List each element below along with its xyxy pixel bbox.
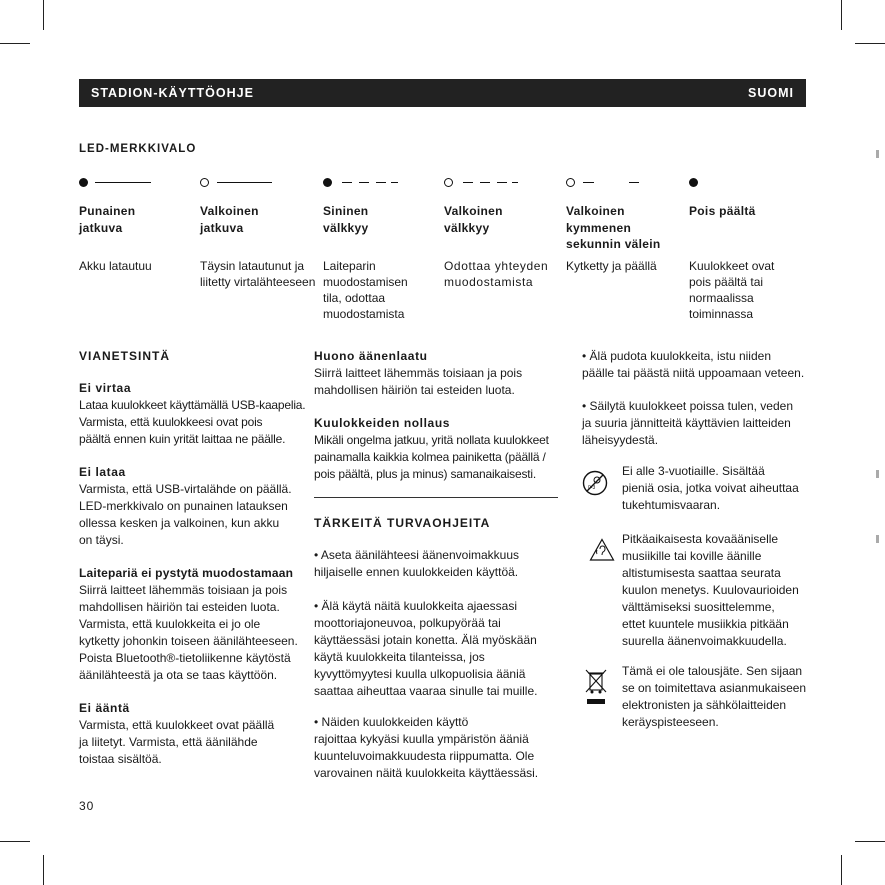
trouble-item [79,380,314,448]
warning-text: Ei alle 3-vuotiaille. Sisältää pieniä osia, jotka voivat aiheuttaa tukehtumisvaaran. [622,464,799,512]
warning-text-block [622,663,822,731]
led-desc: Kuulokkeet ovat pois päältä tai normaalissa toiminnassa [689,259,775,321]
page-number: 30 [79,799,95,813]
crop-mark [43,855,44,885]
safety-bullet [314,598,564,700]
led-title: Sininen välkkyy [323,204,369,235]
safety-bullet [314,547,564,581]
document-title: STADION-KÄYTTÖOHJE [91,86,254,100]
crop-mark [0,43,30,44]
troubleshooting-column [79,348,309,365]
trouble-item [314,348,564,399]
led-item [200,175,320,289]
safety-bullet [582,348,812,382]
led-title: Valkoinen välkkyy [444,204,503,235]
trouble-item [79,565,314,684]
led-item [79,175,199,273]
trouble-text: Varmista, että USB-virtalähde on päällä. LED-merkkivalo on punainen latauksen ollessa kesken ja valkoinen, kun akku on täysi. [79,482,292,547]
led-title: Punainen jatkuva [79,204,136,235]
red-solid-led-icon [79,175,199,191]
trouble-text: Varmista, että kuulokkeet ovat päällä ja liitetyt. Varmista, että äänilähde toistaa sisältöä. [79,718,275,766]
trouble-heading: Ei ääntä [79,701,130,715]
crop-mark [841,0,842,30]
crop-mark [0,841,30,842]
crop-mark [43,0,44,30]
safety-bullet-text: • Säilytä kuulokkeet poissa tulen, veden ja suuria jännitteitä käyttävien laitteiden läheisyydestä. [582,399,793,447]
off-led-icon [689,175,809,191]
edge-mark [876,535,879,543]
warning-text-block [622,531,822,650]
trouble-heading: Huono äänenlaatu [314,349,428,363]
safety-title: TÄRKEITÄ TURVAOHJEITA [314,516,491,530]
safety-bullet [314,714,564,782]
edge-mark [876,150,879,158]
trouble-heading: Ei virtaa [79,381,132,395]
warning-text: Pitkäaikaisesta kovaääniselle musiikille tai koville äänille altistumisesta saattaa seurata kuulon menetys. Kuulovaurioiden välttämiseksi suosittelemme, ettet kuuntele musiikkia pitkään suurella äänenvoimakkuudella. [622,532,799,648]
trouble-text: Siirrä laitteet lähemmäs toisiaan ja pois mahdollisen häiriön tai esteiden luota. Varmista, että kuulokkeita ei jo ole kytketty johonkin toiseen äänilähteeseen. Poista Bluetooth®-tietoliikenne käytöstä äänilähteestä ja ota se taas käyttöön. [79,583,298,682]
troubleshooting-title: VIANETSINTÄ [79,349,171,363]
safety-bullet-text: • Näiden kuulokkeiden käyttö rajoittaa kykyäsi kuulla ympäristön ääniä kuunteluvoimakkuudesta riippumatta. Ole varovainen näitä kuulokkeita käyttäessäsi. [314,715,539,780]
led-item [566,175,686,273]
led-desc: Odottaa yhteyden muodostamista [444,259,549,289]
crop-mark [841,855,842,885]
language-label: SUOMI [748,86,794,100]
led-item [323,175,443,321]
white-blinking-led-icon [444,175,564,191]
led-section-title: LED-MERKKIVALO [79,143,197,155]
blue-blinking-led-icon [323,175,443,191]
trouble-heading: Ei lataa [79,465,126,479]
safety-bullet-text: • Älä käytä näitä kuulokkeita ajaessasi moottoriajoneuvoa, polkupyörää tai käyttäessäsi jotain konetta. Älä myöskään käytä kuulokkeita tilanteissa, jos kyvyttömyytesi kuulla ulkopuolisia ääniä saattaa aiheuttaa vaaraa sinulle tai muille. [314,599,538,698]
led-desc: Laiteparin muodostamisen tila, odottaa muodostamista [323,259,408,321]
safety-bullet-text: • Aseta äänilähteesi äänenvoimakkuus hiljaiselle ennen kuulokkeiden käyttöä. [314,548,520,579]
trouble-item [314,415,564,483]
safety-title-block [314,515,564,532]
trouble-item [79,464,314,549]
header-bar [79,79,806,107]
trouble-text: Siirrä laitteet lähemmäs toisiaan ja pois mahdollisen häiriön tai esteiden luota. [314,366,523,397]
warning-text-block [622,463,822,514]
trouble-heading: Kuulokkeiden nollaus [314,416,451,430]
led-title: Pois päältä [689,204,756,218]
white-periodic-led-icon [566,175,686,191]
edge-mark [876,470,879,478]
svg-text:0-3: 0-3 [588,485,596,491]
crop-mark [855,43,885,44]
led-item [444,175,564,289]
warning-text: Tämä ei ole talousjäte. Sen sijaan se on toimitettava asianmukaiseen elektronisten ja sähkölaitteiden keräyspisteeseen. [622,664,807,729]
led-desc: Akku latautuu [79,259,152,273]
white-solid-led-icon [200,175,320,191]
led-desc: Kytketty ja päällä [566,259,657,273]
no-children-0-3-icon [582,470,608,496]
trouble-text: Mikäli ongelma jatkuu, yritä nollata kuulokkeet painamalla kaikkia kolmea painiketta (päällä / pois päältä, plus ja minus) samanaikaisesti. [314,433,549,481]
trouble-heading: Laitepariä ei pystytä muodostamaan [79,566,294,580]
crop-mark [855,841,885,842]
trouble-text: Lataa kuulokkeet käyttämällä USB-kaapelia. Varmista, että kuulokkeesi ovat pois päältä ennen kuin yrität laittaa ne päälle. [79,398,306,446]
led-item [689,175,809,321]
section-divider [314,497,558,498]
safety-bullet [582,398,812,449]
hearing-warning-icon [589,538,615,564]
led-title: Valkoinen kymmenen sekunnin välein [566,204,661,251]
led-title: Valkoinen jatkuva [200,204,259,235]
trouble-item [79,700,314,768]
safety-bullet-text: • Älä pudota kuulokkeita, istu niiden päälle tai päästä niitä uppoamaan veteen. [582,349,805,380]
led-desc: Täysin latautunut ja liitetty virtalähteeseen [200,259,316,289]
weee-bin-icon [584,668,608,706]
